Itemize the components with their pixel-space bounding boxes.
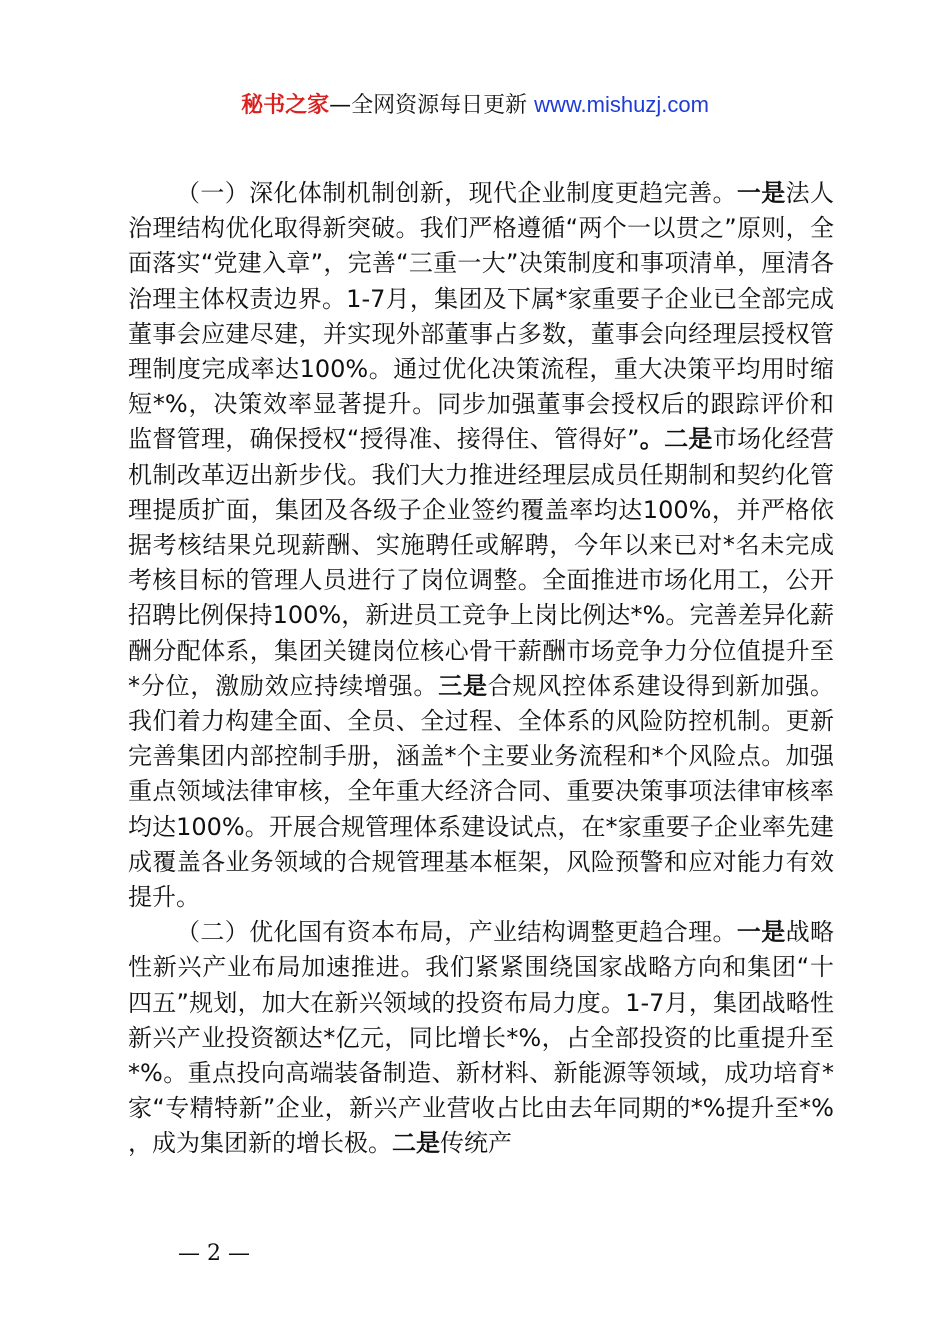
paragraph-1-emphasis-1: 一是 <box>736 179 786 207</box>
paragraph-2-text-3: 传统产 <box>440 1129 512 1158</box>
header-separator: — <box>329 93 352 118</box>
paragraph-1-emphasis-3: 三是 <box>438 671 488 700</box>
brand-name: 秘书之家 <box>241 93 330 118</box>
paragraph-1-text-4: 合规风控体系建设得到新加强。我们着力构建全面、全员、全过程、全体系的风险防控机制。更新完善集团内部控制手册，涵盖*个主要业务流程和*个风险点。加强重点领域法律审核，全年重大经济合同、重要决策事项法律审核率均达100%。开展合规管理体系建设试点，在*家重要子企业率先建成覆盖各业务领域的合规管理基本框架，风险预警和应对能力有效提升。 <box>128 671 835 912</box>
paragraph-reform <box>128 176 834 915</box>
paragraph-2-emphasis-1: 一是 <box>736 918 786 947</box>
paragraph-1-text-3: 市场化经营机制改革迈出新步伐。我们大力推进经理层成员任期制和契约化管理提质扩面，集团及各级子企业签约覆盖率均达100%，并严格依据考核结果兑现薪酬、实施聘任或解聘，今年以来已对*名未完成考核目标的管理人员进行了岗位调整。全面推进市场化用工，公开招聘比例保持100%，新进员工竞争上岗比例达*%。完善差异化薪酬分配体系，集团关键岗位核心骨干薪酬市场竞争力分位值提升至*分位，激励效应持续增强。 <box>128 425 835 700</box>
paragraph-capital-layout <box>128 915 834 1161</box>
site-url[interactable]: www.mishuzj.com <box>534 92 709 117</box>
page-number: — 2 — <box>178 1241 250 1266</box>
page-header <box>0 88 950 123</box>
paragraph-2-text-2: 战略性新兴产业布局加速推进。我们紧紧围绕国家战略方向和集团“十四五”规划，加大在新兴领域的投资布局力度。1-7月，集团战略性新兴产业投资额达*亿元，同比增长*%，占全部投资的比重提升至*%。重点投向高端装备制造、新材料、新能源等领域，成功培育*家“专精特新”企业，新兴产业营收占比由去年同期的*%提升至*%，成为集团新的增长极。 <box>128 918 835 1158</box>
document-body <box>128 176 834 1162</box>
paragraph-1-emphasis-2: 。二是 <box>639 425 713 454</box>
paragraph-2-emphasis-2: 二是 <box>392 1129 440 1158</box>
paragraph-2-text-1: （二）优化国有资本布局，产业结构调整更趋合理。 <box>176 918 737 947</box>
header-slogan: 全网资源每日更新 <box>351 93 535 118</box>
paragraph-1-text-2: 法人治理结构优化取得新突破。我们严格遵循“两个一以贯之”原则，全面落实“党建入章”，完善“三重一大”决策制度和事项清单，厘清各治理主体权责边界。1-7月，集团及下属*家重要子企业已全部完成董事会应建尽建，并实现外部董事占多数，董事会向经理层授权管理制度完成率达100%。通过优化决策流程，重大决策平均用时缩短*%，决策效率显著提升。同步加强董事会授权后的跟踪评价和监督管理，确保授权“授得准、接得住、管得好” <box>128 179 835 454</box>
paragraph-1-text-1: （一）深化体制机制创新，现代企业制度更趋完善。 <box>176 179 737 207</box>
